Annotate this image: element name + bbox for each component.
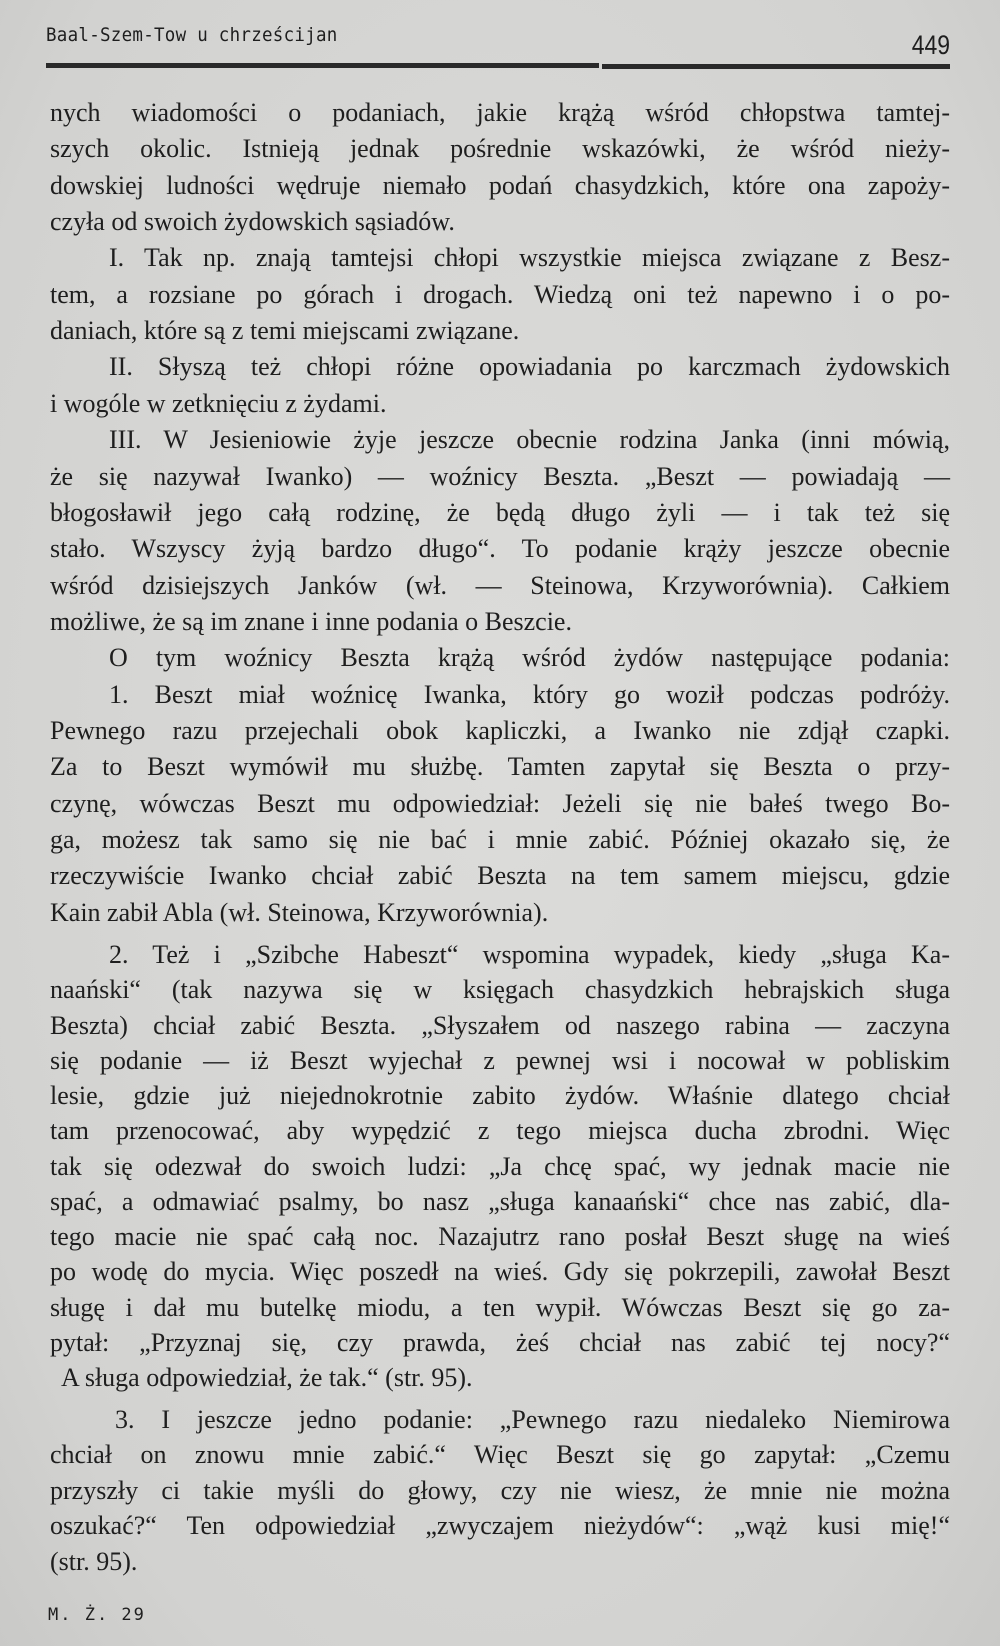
- text-line: I. Tak np. znają tamtejsi chłopi wszystkie miejsca związane z Besz-: [109, 243, 950, 273]
- text-line: 2. Też i „Szibche Habeszt“ wspomina wypadek, kiedy „sługa Ka-: [109, 940, 950, 969]
- page-number: 449: [911, 30, 950, 60]
- text-line: tak się odezwał do swoich ludzi: „Ja chcę spać, wy jednak macie nie: [50, 1151, 950, 1181]
- text-line: 1. Beszt miał woźnicę Iwanka, który go woził podczas podróży.: [109, 679, 950, 709]
- text-line: i wogóle w zetknięciu z żydami.: [50, 388, 387, 418]
- text-line: Kain zabił Abla (wł. Steinowa, Krzyworównia).: [50, 897, 549, 927]
- text-line: czynę, wówczas Beszt mu odpowiedział: Jeżeli się nie bałeś twego Bo-: [50, 788, 950, 818]
- text-line: że się nazywał Iwanko) — woźnicy Beszta. „Beszt — powiadają —: [50, 461, 950, 491]
- text-line: tam przenocować, aby wypędzić z tego miejsca ducha zbrodni. Więc: [50, 1116, 950, 1146]
- text-line: Beszta) chciał zabić Beszta. „Słyszałem od naszego rabina — zaczyna: [50, 1010, 950, 1040]
- text-line: lesie, gdzie już niejednokrotnie zabito żydów. Właśnie dlatego chciał: [50, 1081, 950, 1110]
- text-line: (str. 95).: [50, 1546, 138, 1576]
- text-line: pytał: „Przyznaj się, czy prawda, żeś chciał nas zabić tej nocy?“: [50, 1327, 950, 1357]
- text-line: oszukać?“ Ten odpowiedział „zwyczajem nieżydów“: „wąż kusi mię!“: [50, 1511, 950, 1541]
- text-line: ga, możesz tak samo się nie bać i mnie zabić. Później okazało się, że: [50, 825, 950, 854]
- text-line: przyszły ci takie myśli do głowy, czy nie wiesz, że mnie nie można: [50, 1475, 950, 1505]
- running-head-title: Baal-Szem-Tow u chrześcijan: [46, 24, 338, 46]
- text-line: wśród dzisiejszych Janków (wł. — Steinowa, Krzyworównia). Całkiem: [50, 570, 950, 600]
- text-line: III. W Jesieniowie żyje jeszcze obecnie rodzina Janka (inni mówią,: [109, 425, 950, 455]
- text-line: szych okolic. Istnieją jednak pośrednie wskazówki, że wśród nieży-: [50, 134, 950, 164]
- text-line: A sługa odpowiedział, że tak.“ (str. 95).: [61, 1363, 473, 1392]
- text-line: możliwe, że są im znane i inne podania o Beszcie.: [50, 606, 572, 636]
- text-line: 3. I jeszcze jedno podanie: „Pewnego razu niedaleko Niemirowa: [115, 1405, 950, 1434]
- text-line: czyła od swoich żydowskich sąsiadów.: [50, 207, 455, 237]
- text-line: tem, a rozsiane po górach i drogach. Wiedzą oni też napewno i o po-: [50, 279, 950, 309]
- text-line: rzeczywiście Iwanko chciał zabić Beszta na tem samem miejscu, gdzie: [50, 861, 950, 891]
- text-line: daniach, które są z temi miejscami związane.: [50, 316, 520, 346]
- text-line: II. Słyszą też chłopi różne opowiadania po karczmach żydowskich: [109, 352, 950, 382]
- text-line: naański“ (tak nazywa się w księgach chasydzkich hebrajskich sługa: [50, 975, 950, 1005]
- text-line: tego macie nie spać całą noc. Nazajutrz rano posłał Beszt sługę na wieś: [50, 1222, 950, 1251]
- text-line: dowskiej ludności wędruje niemało podań chasydzkich, które ona zapoży-: [50, 170, 950, 200]
- text-line: Pewnego razu przejechali obok kapliczki, a Iwanko nie zdjął czapki.: [50, 715, 950, 745]
- text-line: spać, a odmawiać psalmy, bo nasz „sługa kanaański“ chce nas zabić, dla-: [50, 1186, 950, 1216]
- text-line: po wodę do mycia. Więc poszedł na wieś. Gdy się pokrzepili, zawołał Beszt: [50, 1257, 950, 1287]
- text-line: chciał on znowu mnie zabić.“ Więc Beszt się go zapytał: „Czemu: [50, 1440, 950, 1470]
- text-line: nych wiadomości o podaniach, jakie krążą wśród chłopstwa tamtej-: [50, 98, 950, 127]
- text-line: sługę i dał mu butelkę miodu, a ten wypił. Wówczas Beszt się go za-: [50, 1292, 950, 1322]
- signature-mark: M. Ż. 29: [48, 1605, 146, 1625]
- text-line: błogosławił jego całą rodzinę, że będą długo żyli — i tak też się: [50, 497, 950, 527]
- text-line: Za to Beszt wymówił mu służbę. Tamten zapytał się Beszta o przy-: [50, 752, 950, 782]
- text-line: O tym woźnicy Beszta krążą wśród żydów następujące podania:: [109, 643, 950, 673]
- header-rule-left: [46, 63, 599, 68]
- text-line: stało. Wszyscy żyją bardzo długo“. To podanie krąży jeszcze obecnie: [50, 534, 950, 564]
- header-rule-right: [602, 64, 950, 69]
- text-line: się podanie — iż Beszt wyjechał z pewnej wsi i nocował w pobliskim: [50, 1045, 950, 1075]
